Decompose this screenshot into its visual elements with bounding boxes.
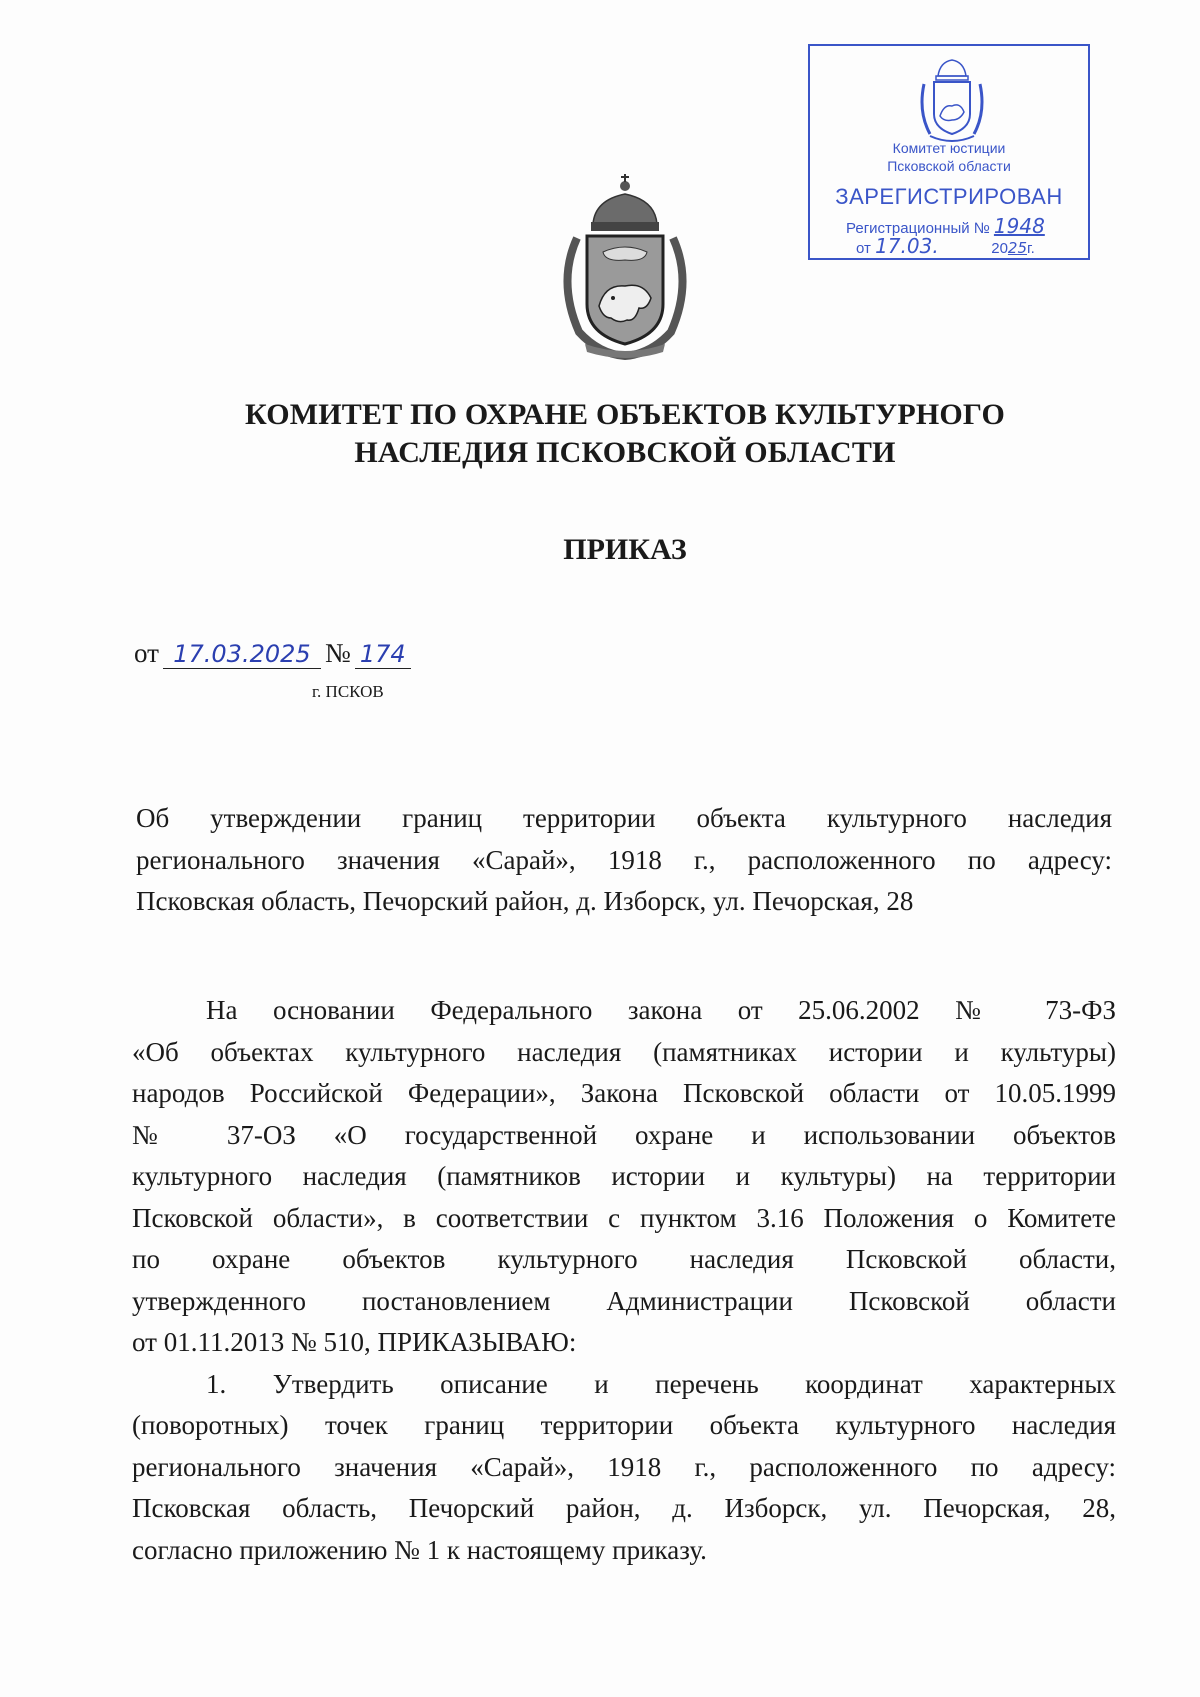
body-line: Псковская область, Печорский район, д. Изборск, ул. Печорская, 28, bbox=[132, 1493, 1116, 1523]
title-line: регионального значения «Сарай», 1918 г., расположенного по адресу: bbox=[136, 844, 1112, 875]
document-title bbox=[136, 798, 1112, 923]
stamp-reg-number: 1948 bbox=[993, 214, 1045, 238]
stamp-date-value: 17.03. bbox=[875, 234, 961, 259]
body-line: На основании Федерального закона от 25.06.2002 № 73-ФЗ bbox=[206, 995, 1116, 1025]
body-line: (поворотных) точек границ территории объекта культурного наследия bbox=[132, 1410, 1116, 1440]
coat-of-arms-icon bbox=[555, 172, 695, 360]
body-line: Псковской области», в соответствии с пунктом 3.16 Положения о Комитете bbox=[132, 1202, 1116, 1233]
registration-stamp bbox=[808, 44, 1090, 260]
body-line: культурного наследия (памятников истории и культуры) на территории bbox=[132, 1161, 1116, 1191]
stamp-emblem-icon bbox=[916, 54, 988, 146]
order-number-sign: № bbox=[324, 638, 351, 668]
order-date-number bbox=[134, 638, 411, 669]
stamp-year-prefix: 20 bbox=[991, 240, 1008, 257]
stamp-year-suffix: г. bbox=[1027, 240, 1035, 257]
body-line: утвержденного постановлением Администрации Псковской области bbox=[132, 1285, 1116, 1316]
body-line: 1. Утвердить описание и перечень координат характерных bbox=[206, 1368, 1116, 1399]
body-line: по охране объектов культурного наследия Псковской области, bbox=[132, 1244, 1116, 1274]
order-date-prefix: от bbox=[134, 638, 159, 668]
body-line: регионального значения «Сарай», 1918 г., расположенного по адресу: bbox=[132, 1451, 1116, 1482]
title-line: Об утверждении границ территории объекта культурного наследия bbox=[136, 803, 1112, 833]
order-number: 174 bbox=[355, 640, 411, 669]
stamp-reg-label: Регистрационный № bbox=[846, 220, 990, 237]
org-name-line2: НАСЛЕДИЯ ПСКОВСКОЙ ОБЛАСТИ bbox=[354, 436, 896, 469]
document-body bbox=[132, 990, 1116, 1571]
body-line: от 01.11.2013 № 510, ПРИКАЗЫВАЮ: bbox=[132, 1327, 577, 1357]
org-name-line1: КОМИТЕТ ПО ОХРАНЕ ОБЪЕКТОВ КУЛЬТУРНОГО bbox=[245, 398, 1005, 431]
stamp-year bbox=[991, 239, 1035, 257]
order-date: 17.03.2025 bbox=[163, 640, 321, 669]
stamp-status: ЗАРЕГИСТРИРОВАН bbox=[835, 184, 1063, 209]
body-line: «Об объектах культурного наследия (памятниках истории и культуры) bbox=[132, 1036, 1116, 1067]
body-line: № 37-ОЗ «О государственной охране и использовании объектов bbox=[132, 1119, 1116, 1150]
stamp-org-line2: Псковской области bbox=[887, 158, 1011, 174]
body-line: народов Российской Федерации», Закона Псковской области от 10.05.1999 bbox=[132, 1078, 1116, 1108]
stamp-org-line1: Комитет юстиции bbox=[892, 140, 1006, 156]
stamp-date-line bbox=[856, 234, 1035, 259]
title-line: Псковская область, Печорский район, д. Изборск, ул. Печорская, 28 bbox=[136, 886, 914, 916]
stamp-date-prefix: от bbox=[856, 240, 871, 257]
stamp-year-value: 25 bbox=[1007, 239, 1028, 257]
order-city: г. ПСКОВ bbox=[312, 682, 384, 701]
document-type: ПРИКАЗ bbox=[563, 533, 687, 566]
body-line: согласно приложению № 1 к настоящему приказу. bbox=[132, 1534, 707, 1565]
